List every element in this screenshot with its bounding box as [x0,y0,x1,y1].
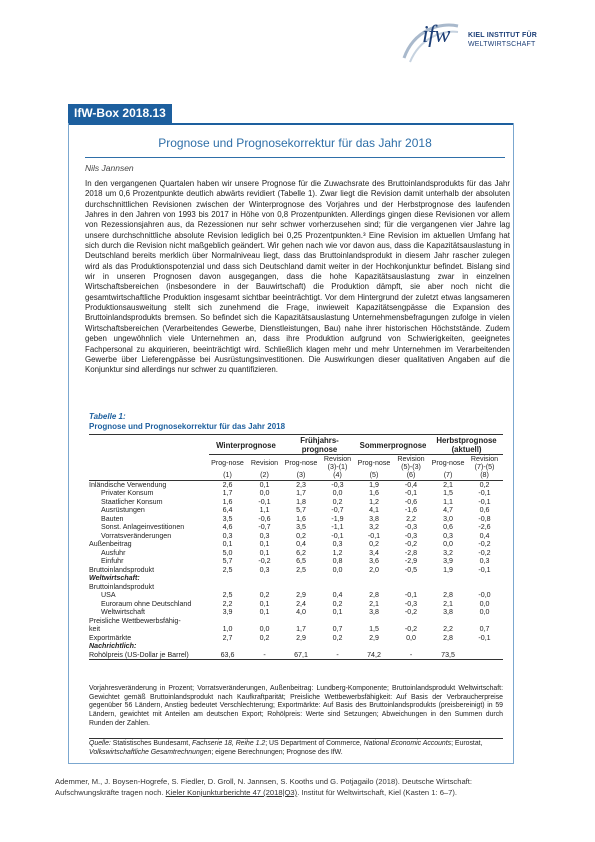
table-cell: 3,6 [369,557,379,565]
table-cell: 0,2 [259,591,270,599]
column-header: Prog-nose [284,459,318,467]
table-cell: -2,8 [404,548,418,557]
table-cell: 1,8 [296,497,306,506]
logo-line1: KIEL INSTITUT FÜR [468,32,537,39]
table-cell: 3,8 [369,608,379,616]
row-label: Exportmärkte [89,633,132,642]
logo-line2: WELTWIRTSCHAFT [468,41,536,48]
table-colnum-row [89,471,503,480]
row-label: USA [101,591,116,599]
table-notes: Vorjahresveränderung in Prozent; Vorratsveränderungen, Außenbeitrag: Lundberg-Komponente; Bruttoinlandsprodukt Weltwirtschaft: Gewichtet gemäß Bruttoinlandsprodukt nach Kaufkraftparität; Preisliche Wettbewerbsfähigkeit: Auf Basis der Verbraucherpreise gegenüber 56 Ländern, Anstieg bedeutet Verschlechterung; Exportmärkte: Auf Basis des Bruttoinlandsprodukts (preisbereinigt) in 59 Ländern, gewichtet mit Anteilen am deutschen Export; Rohölpreis: Werte sind Setzungen; Abweichungen in den Summen durch Runden der Zahlen. [89,685,503,727]
table-cell: 1,7 [296,625,306,633]
table-cell [392,642,430,651]
table-cell: 1,6 [296,514,306,523]
column-number: (2) [246,471,283,480]
table-cell: -0,7 [258,523,271,531]
table-row [89,506,503,515]
table-cell: -0,2 [404,540,418,548]
table-cell: 2,2 [222,599,233,608]
table-cell: 2,0 [369,565,379,574]
table-row [89,591,503,600]
reference-text: Ademmer, M., J. Boysen-Hogrefe, S. Fiedler, D. Groll, N. Jannsen, S. Kooths und G. Potjagailo (2018). Deutsche Wirtschaft: Aufschwungskräfte tragen noch. [55,777,472,797]
table-subtitle: Prognose und Prognosekorrektur für das Jahr 2018 [89,422,286,431]
source-rule [89,738,503,739]
table-row [89,540,503,549]
column-header: Revision (3)-(1) [323,455,352,471]
table-cell: 5,7 [222,557,233,565]
table-cell: -1,9 [331,514,344,523]
table-cell: 2,4 [296,599,306,608]
table-row [89,600,503,609]
table-cell: -0,2 [404,625,418,633]
box-title: Prognose und Prognosekorrektur für das Jahr 2018 [158,136,432,150]
row-label: keit [89,625,101,633]
table-cell: -0,1 [404,489,418,497]
table-cell: 2,5 [222,591,233,599]
table-cell: 1,7 [222,489,233,497]
table-cell [430,617,466,626]
table-cell: -0,0 [478,591,491,599]
table-cell: -0,1 [478,489,491,497]
table-cell: 2,6 [222,480,233,489]
table-cell: 0,6 [443,523,453,531]
table-cell: 3,9 [443,557,453,565]
table-cell: 2,9 [296,591,306,599]
table-cell: -0,8 [478,514,491,523]
table-cell: -0,3 [331,480,344,489]
table-cell: 2,7 [222,633,233,642]
table-cell [319,617,356,626]
table-cell: 5,7 [296,506,306,514]
table-cell [319,642,356,651]
row-label: Bauten [101,514,124,523]
table-cell [209,617,246,626]
table-cell [466,642,503,651]
table-cell: 74,2 [356,651,392,660]
table-cell: -2,9 [404,557,418,565]
group-header: Winterprognose [209,436,283,455]
table-cell: 63,6 [209,651,246,660]
table-cell: 2,5 [296,565,306,574]
table-cell: 0,1 [332,608,343,616]
table-cell [356,574,392,583]
table-cell: 0,0 [406,633,416,642]
table-cell: 2,8 [369,591,379,599]
table-row [89,489,503,498]
table-cell: 2,1 [443,480,453,489]
table-cell: 3,2 [443,548,453,557]
table-cell [209,583,246,592]
table-cell: 1,2 [369,497,379,506]
table-cell [466,574,503,583]
table-cell: 3,2 [369,523,379,531]
table-cell: 0,4 [479,531,490,540]
row-label: Inländische Verwendung [89,480,167,489]
table-cell: 0,2 [296,531,306,540]
row-label: Privater Konsum [101,489,154,497]
table-cell: 0,2 [332,599,343,608]
row-label: Euroraum ohne Deutschland [101,599,192,608]
column-header: Revision (7)-(5) [470,455,499,471]
table-cell: -0,3 [404,599,418,608]
table-row [89,515,503,524]
table-cell: 0,2 [369,540,379,548]
table-cell: 0,2 [332,633,343,642]
table-cell: -0,1 [331,531,344,540]
reference [55,776,515,798]
table-title: Tabelle 1: [89,412,126,421]
table-row [89,625,503,634]
table-cell: 0,1 [259,599,270,608]
table-cell: 2,3 [296,480,306,489]
row-label: Preisliche Wettbewerbsfähig- [89,616,181,625]
logo-mark: ifw [422,22,450,48]
table-cell: 0,1 [259,480,270,489]
table-cell [283,617,319,626]
column-number: (8) [466,471,503,480]
table-cell: 0,3 [479,557,490,565]
table-cell: 2,1 [369,599,379,608]
column-number: (6) [392,471,430,480]
row-label: Weltwirtschaft [101,608,146,616]
title-rule [85,157,505,158]
table-cell: 73,5 [430,651,466,660]
table-cell: 2,1 [443,599,453,608]
table-cell: 1,6 [222,497,233,506]
row-label: Weltwirtschaft: [89,574,140,582]
table-cell: -0,5 [404,565,418,574]
table-cell: - [392,651,430,660]
table-top-rule [89,434,503,435]
table-cell: 0,8 [332,557,343,565]
table-cell: -0,7 [331,506,344,514]
table-cell: 0,3 [332,540,343,548]
table-row [89,583,503,592]
table-cell: -0,2 [258,557,271,565]
table-cell: 4,0 [296,608,306,616]
table-cell: 0,4 [332,591,343,599]
table-cell [392,583,430,592]
table-row [89,617,503,626]
table-cell [319,574,356,583]
table-cell: 1,6 [369,489,379,497]
table-cell: 4,1 [369,506,379,514]
table-source: Quelle: Statistisches Bundesamt, Fachserie 18, Reihe 1.2; US Department of Commerce, National Economic Accounts; Eurostat, Volkswirtschaftliche Gesamtrechnungen; eigene Berechnungen; Prognose des IfW. [89,740,483,756]
column-number: (3) [283,471,319,480]
table-cell [209,642,246,651]
table-cell: 2,8 [443,591,453,599]
table-cell: 1,1 [443,497,453,506]
table-cell [246,583,283,592]
table-cell: -0,1 [404,591,418,599]
group-header: Herbstprognose (aktuell) [430,436,503,455]
source-label: Quelle: [89,740,111,747]
column-number: (4) [319,471,356,480]
table-cell: -1,1 [331,523,344,531]
table-cell: 1,5 [443,489,453,497]
table-cell: -1,6 [404,506,418,514]
table-row [89,608,503,617]
table-cell: -0,3 [404,523,418,531]
row-label: Ausrüstungen [101,506,145,514]
table-cell: -0,1 [478,497,491,506]
box-tag: IfW-Box 2018.13 [68,104,172,123]
row-label: Staatlicher Konsum [101,497,163,506]
table-cell [209,574,246,583]
table-corner [89,436,209,455]
table-cell: 0,6 [479,506,490,514]
group-header: Sommerprognose [356,436,430,455]
table-cell: 1,7 [296,489,306,497]
table-cell: 4,6 [222,523,233,531]
column-number: (5) [356,471,392,480]
box-author: Nils Jannsen [85,163,134,173]
table-cell: 2,9 [296,633,306,642]
table-row [89,634,503,643]
table-cell [319,583,356,592]
table-row [89,498,503,507]
table-cell [283,642,319,651]
table-cell: 0,3 [259,531,270,540]
table-cell: -0,1 [478,565,491,574]
table-row [89,566,503,575]
ifw-logo [400,18,570,68]
row-label: Einfuhr [101,557,124,565]
table-cell [356,642,392,651]
table-cell: - [319,651,356,660]
table-cell: 1,5 [369,625,379,633]
table-cell: 2,5 [222,565,233,574]
table-cell: 0,3 [222,531,233,540]
table-cell: 2,2 [406,514,416,523]
table-row [89,651,503,660]
table-cell: - [246,651,283,660]
column-number: (1) [209,471,246,480]
table-cell: 0,0 [479,599,490,608]
table-cell: 3,8 [369,514,379,523]
table-cell [392,574,430,583]
table-cell: 0,2 [259,633,270,642]
table-cell: 0,1 [259,540,270,548]
table-cell [430,574,466,583]
reference-tail: . Institut für Weltwirtschaft, Kiel (Kasten 1: 6–7). [297,788,458,797]
table-subheader [89,455,503,472]
table-cell [466,651,503,660]
group-header: Frühjahrs-prognose [283,436,356,455]
table-cell: -0,6 [258,514,271,523]
column-header: Revision (5)-(3) [397,455,425,471]
table-cell: 0,3 [259,565,270,574]
table-row [89,642,503,651]
table-cell [466,617,503,626]
table-cell: 3,9 [222,608,233,616]
table-cell: 0,0 [259,489,270,497]
table-row [89,480,503,489]
table-cell [356,583,392,592]
table-row [89,574,503,583]
table-cell: 0,2 [332,497,343,506]
row-label: Nachrichtlich: [89,642,137,650]
table-cell: 3,4 [369,548,379,557]
table-cell: -0,6 [404,497,418,506]
table-row [89,523,503,532]
table-cell: 1,0 [222,625,233,633]
table-cell: 0,1 [259,548,270,557]
table-cell [466,583,503,592]
row-label: Vorratsveränderungen [101,531,172,540]
row-label: Rohölpreis (US-Dollar je Barrel) [89,651,209,660]
table-group-header [89,436,503,455]
column-header: Prog-nose [431,459,465,467]
table-cell [283,574,319,583]
table-cell: 3,5 [222,514,233,523]
column-header: Prog-nose [357,459,391,467]
table-cell: 3,0 [443,514,453,523]
table-cell: 2,2 [443,625,453,633]
table-cell: 1,9 [369,480,379,489]
table-cell: 4,7 [443,506,453,514]
table-row [89,549,503,558]
table-body [89,480,503,660]
table-row [89,557,503,566]
table-cell: 2,8 [443,633,453,642]
table-cell: 0,0 [332,489,343,497]
table-cell: 67,1 [283,651,319,660]
column-number: (7) [430,471,466,480]
table-cell: 1,2 [332,548,343,557]
table-cell: 1,9 [443,565,453,574]
table-cell: -2,6 [478,523,491,531]
table-cell: -0,2 [478,548,491,557]
table-cell [283,583,319,592]
column-header: Revision [250,459,279,467]
row-label: Außenbeitrag [89,540,132,548]
table-cell: 5,0 [222,548,233,557]
table-cell: 0,0 [443,540,453,548]
table-cell: 0,3 [443,531,453,540]
table-cell: 0,2 [479,480,490,489]
table-cell: 6,4 [222,506,233,514]
table-cell: 0,7 [332,625,343,633]
table-cell: 3,5 [296,523,306,531]
table-cell: 3,8 [443,608,453,616]
table-cell: 0,0 [479,608,490,616]
reference-link[interactable]: Kieler Konjunkturberichte 47 (2018|Q3) [165,788,298,797]
table-row [89,532,503,541]
row-label: Bruttoinlandsprodukt [89,565,155,574]
body-text: In den vergangenen Quartalen haben wir unsere Prognose für die Zuwachsrate des Bruttoinlandsprodukts für das Jahr 2018 um 0,6 Prozentpunkte deutlich abwärts revidiert (Tabelle 1). Zwar liegt die Revision damit unterhalb der absoluten durchschnittlichen Revisionen zwischen der Winterprognose des Vorjahres und der Herbstprognose des laufenden Jahres in den Jahren von 1993 bis 2017 in Höhe von 0,8 Prozentpunkten. Allerdings gingen diese Revisionen vor allem von Rezessionsjahren aus, da Rezessionen nur sehr schwer vorherzusehen sind; für die vergangenen vier Jahre lag unsere durchschnittliche absolute Revision lediglich bei 0,25 Prozentpunkten.³ Eine Revision im aktuellen Umfang hat sich durch die Revision nicht maßgeblich geändert. Wir gehen nach wie vor davon aus, dass die Kapazitätsauslastung in Deutschland bereits merklich über Normalniveau liegt, dass das Bruttoinlandsprodukt in diesem Jahr rascher zulegen wird als das Produktionspotenzial und dass sich Deutschland damit weiter in der Hochkonjunktur befindet. Bislang sind wir in unseren Prognosen davon ausgegangen, dass die hohe Kapazitätsauslastung zwar in einzelnen Wirtschaftsbereichen (insbesondere in der Bauwirtschaft) die Produktion dämpft, sie aber noch nicht die gesamtwirtschaftliche Produktion insgesamt sichtbar beeinträchtigt. Vor dem Hintergrund der zuletzt etwas langsameren Produktionsausweitung stellt sich zunehmend die Frage, inwieweit Kapazitätsengpässe die Expansion des Bruttoinlandsprodukts bremsen. So befindet sich die Kapazitätsauslastung Unternehmensbefragungen zufolge in vielen Wirtschaftsbereichen (Verarbeitendes Gewerbe, Dienstleistungen, Bau) nahe ihrer historischen Höchststände. Zudem geben ungewöhnlich viele Unternehmen an, dass ihre Produktion aufgrund von Schwierigkeiten, geeignetes Fachpersonal zu akquirieren, beeinträchtigt wird. Schließlich klagen mehr und mehr Unternehmen im Verarbeitenden Gewerbe über Lieferengpässe bei Ausrüstungsinvestitionen. Die Auswirkungen dieser qualitativen Angaben auf die Konjunktur sind allerdings nur schwer zu quantifizieren. [85,179,510,375]
table-cell: -0,1 [258,497,271,506]
table-cell: -0,1 [478,633,491,642]
table-cell: 0,4 [296,540,306,548]
row-label: Ausfuhr [101,548,126,557]
table-cell: 0,0 [332,565,343,574]
table-cell: -0,2 [404,608,418,616]
table-cell: -0,2 [478,540,491,548]
table-cell: 0,7 [479,625,490,633]
column-header: Prog-nose [211,459,244,467]
table-cell: -0,3 [404,531,418,540]
table-cell: 6,2 [296,548,306,557]
table-cell: 1,1 [259,506,270,514]
table-cell: -0,1 [367,531,381,540]
table-cell [356,617,392,626]
logo-name [468,31,537,49]
table-cell [246,574,283,583]
table-cell [392,617,430,626]
row-label: Sonst. Anlageinvestitionen [101,523,185,531]
table-cell: 2,9 [369,633,379,642]
table-cell: -0,4 [404,480,418,489]
table-cell: 0,1 [259,608,270,616]
table-cell: 0,0 [259,625,270,633]
table-cell [246,617,283,626]
table-cell [246,642,283,651]
table-cell [430,642,466,651]
row-label: Bruttoinlandsprodukt [89,582,155,591]
table-cell [430,583,466,592]
table-cell: 0,1 [222,540,233,548]
forecast-table [89,436,503,660]
table-cell: 6,5 [296,557,306,565]
